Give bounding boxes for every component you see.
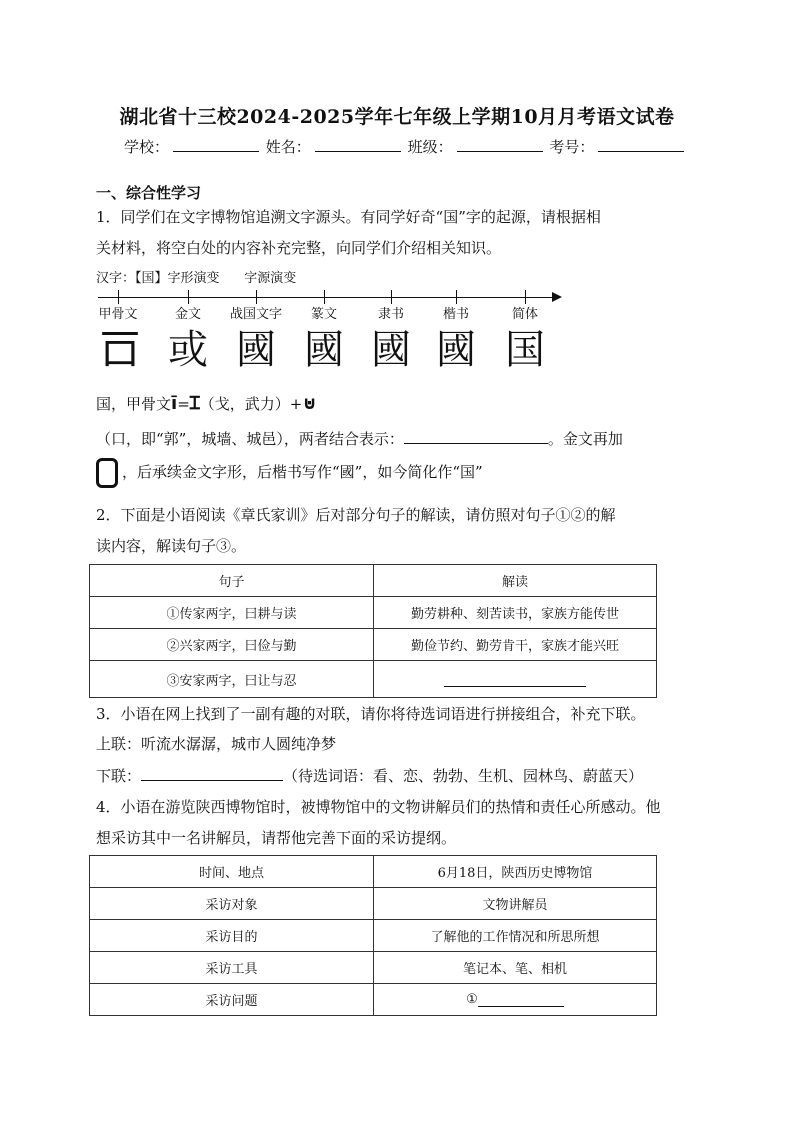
- table-row: [90, 661, 657, 698]
- desc-text: （口，即“郭”，城墙、城邑），两者结合表示：: [96, 430, 404, 448]
- name-blank[interactable]: [315, 137, 401, 152]
- stage-label: 简体: [511, 307, 539, 322]
- section-heading: 一、综合性学习: [96, 184, 202, 202]
- oracle-bone-glyph: 𠮛: [100, 327, 140, 373]
- table-row: [90, 952, 657, 984]
- table-row: [90, 888, 657, 920]
- timeline-tick: [456, 290, 457, 304]
- timeline-tick: [324, 290, 325, 304]
- exam-no-label: 考号：: [549, 138, 595, 156]
- desc-text: ，后承续金文字形，后楷书写作“國”，如今简化作“国”: [122, 463, 483, 481]
- class-blank[interactable]: [457, 137, 543, 152]
- timeline-tick: [256, 290, 257, 304]
- q3-upper: 上联：听流水潺潺，城市人圆纯净梦: [96, 735, 337, 753]
- q1-desc-line1: [96, 391, 317, 415]
- q3-line1: 3．小语在网上找到了一副有趣的对联，请你将待选词语进行拼接组合，补充下联。: [96, 705, 646, 723]
- q2-table: [89, 564, 657, 698]
- warring-states-glyph: 國: [236, 327, 276, 373]
- timeline-axis: [98, 297, 554, 298]
- table-cell: 采访工具: [90, 952, 374, 984]
- regular-glyph: 國: [436, 327, 476, 373]
- exam-no-blank[interactable]: [598, 137, 684, 152]
- bronze-glyph: 或: [168, 327, 208, 373]
- desc-text: 国，甲骨文: [96, 395, 172, 413]
- table-cell: 时间、地点: [90, 856, 374, 888]
- table-cell: 勤俭节约、勤劳肯干，家族才能兴旺: [374, 629, 657, 661]
- table-row: [90, 984, 657, 1016]
- exam-title: 湖北省十三校2024-2025学年七年级上学期10月月考语文试卷: [119, 106, 675, 128]
- school-blank[interactable]: [173, 137, 259, 152]
- simplified-glyph: 国: [505, 327, 545, 373]
- table-cell: 了解他的工作情况和所思所想: [374, 920, 657, 952]
- table-row: [90, 920, 657, 952]
- table-row: [90, 856, 657, 888]
- question-number: ①: [466, 992, 478, 1007]
- stage-label: 楷书: [442, 307, 470, 322]
- q1-line2: 关材料，将空白处的内容补充完整，向同学们介绍相关知识。: [96, 239, 502, 257]
- lower-hint: （待选词语：看、恋、勃勃、生机、园林鸟、蔚蓝天）: [283, 767, 644, 785]
- q2-line2: 读内容，解读句子③。: [96, 537, 247, 555]
- table-cell: 采访对象: [90, 888, 374, 920]
- timeline-tick: [118, 290, 119, 304]
- q3-answer-blank[interactable]: [141, 766, 283, 781]
- table-cell: 文物讲解员: [374, 888, 657, 920]
- timeline-tick: [391, 290, 392, 304]
- timeline-tick: [525, 290, 526, 304]
- stage-label: 篆文: [310, 307, 338, 322]
- q4-line1: 4．小语在游览陕西博物馆时，被博物馆中的文物讲解员们的热情和责任心所感动。他: [96, 798, 661, 816]
- table-cell: 勤劳耕种、刻苦读书，家族方能传世: [374, 597, 657, 629]
- table-cell: [374, 661, 657, 698]
- q4-line2: 想采访其中一名讲解员，请帮他完善下面的采访提纲。: [96, 829, 457, 847]
- clerical-glyph: 國: [371, 327, 411, 373]
- table-row: [90, 597, 657, 629]
- table-row: [90, 629, 657, 661]
- table-cell: ①传家两字，曰耕与读: [90, 597, 374, 629]
- student-info-row: [124, 136, 686, 157]
- table-row: [90, 565, 657, 597]
- stage-label: 隶书: [377, 307, 405, 322]
- q2-line1: 2．下面是小语阅读《章氏家训》后对部分句子的解读，请仿照对句子①②的解: [96, 506, 616, 524]
- q1-desc-line2: [96, 428, 623, 449]
- desc-text: （戈，武力）+: [199, 395, 303, 413]
- desc-text: 。金文再加: [547, 430, 623, 448]
- table-cell: 6月18日，陕西历史博物馆: [374, 856, 657, 888]
- name-label: 姓名：: [265, 138, 311, 156]
- q1-desc-line3: [96, 458, 483, 488]
- table-cell: ③安家两字，曰让与忍: [90, 661, 374, 698]
- q4-answer-blank[interactable]: [478, 992, 564, 1007]
- ge-weapon-icon: Ɪ: [189, 393, 200, 414]
- timeline-arrow-icon: [552, 292, 562, 302]
- seal-glyph: 國: [304, 327, 344, 373]
- q4-table: [89, 855, 657, 1016]
- table-cell: 笔记本、笔、相机: [374, 952, 657, 984]
- table-cell: 采访目的: [90, 920, 374, 952]
- oracle-guo-icon: ī: [171, 393, 178, 414]
- stage-label: 战国文字: [229, 307, 283, 322]
- table-cell: [374, 984, 657, 1016]
- table-header: 解读: [374, 565, 657, 597]
- timeline-tick: [188, 290, 189, 304]
- q2-answer-blank[interactable]: [444, 672, 586, 687]
- q3-lower-line: [96, 765, 643, 786]
- enclosure-box-icon: [96, 458, 118, 488]
- class-label: 班级：: [407, 138, 453, 156]
- enclosure-icon: ⊍: [302, 393, 317, 414]
- equals-sign: =: [177, 395, 190, 413]
- q1-answer-blank[interactable]: [404, 429, 548, 444]
- stage-label: 金文: [174, 307, 202, 322]
- stage-label: 甲骨文: [98, 307, 138, 322]
- school-label: 学校：: [124, 138, 170, 156]
- q1-line1: 1．同学们在文字博物馆追溯文字源头。有同学好奇“国”字的起源，请根据相: [96, 208, 601, 226]
- q1-caption: 汉字：【国】字形演变 字源演变: [96, 271, 297, 286]
- table-header: 句子: [90, 565, 374, 597]
- table-cell: ②兴家两字，曰俭与勤: [90, 629, 374, 661]
- lower-label: 下联：: [96, 767, 142, 785]
- table-cell: 采访问题: [90, 984, 374, 1016]
